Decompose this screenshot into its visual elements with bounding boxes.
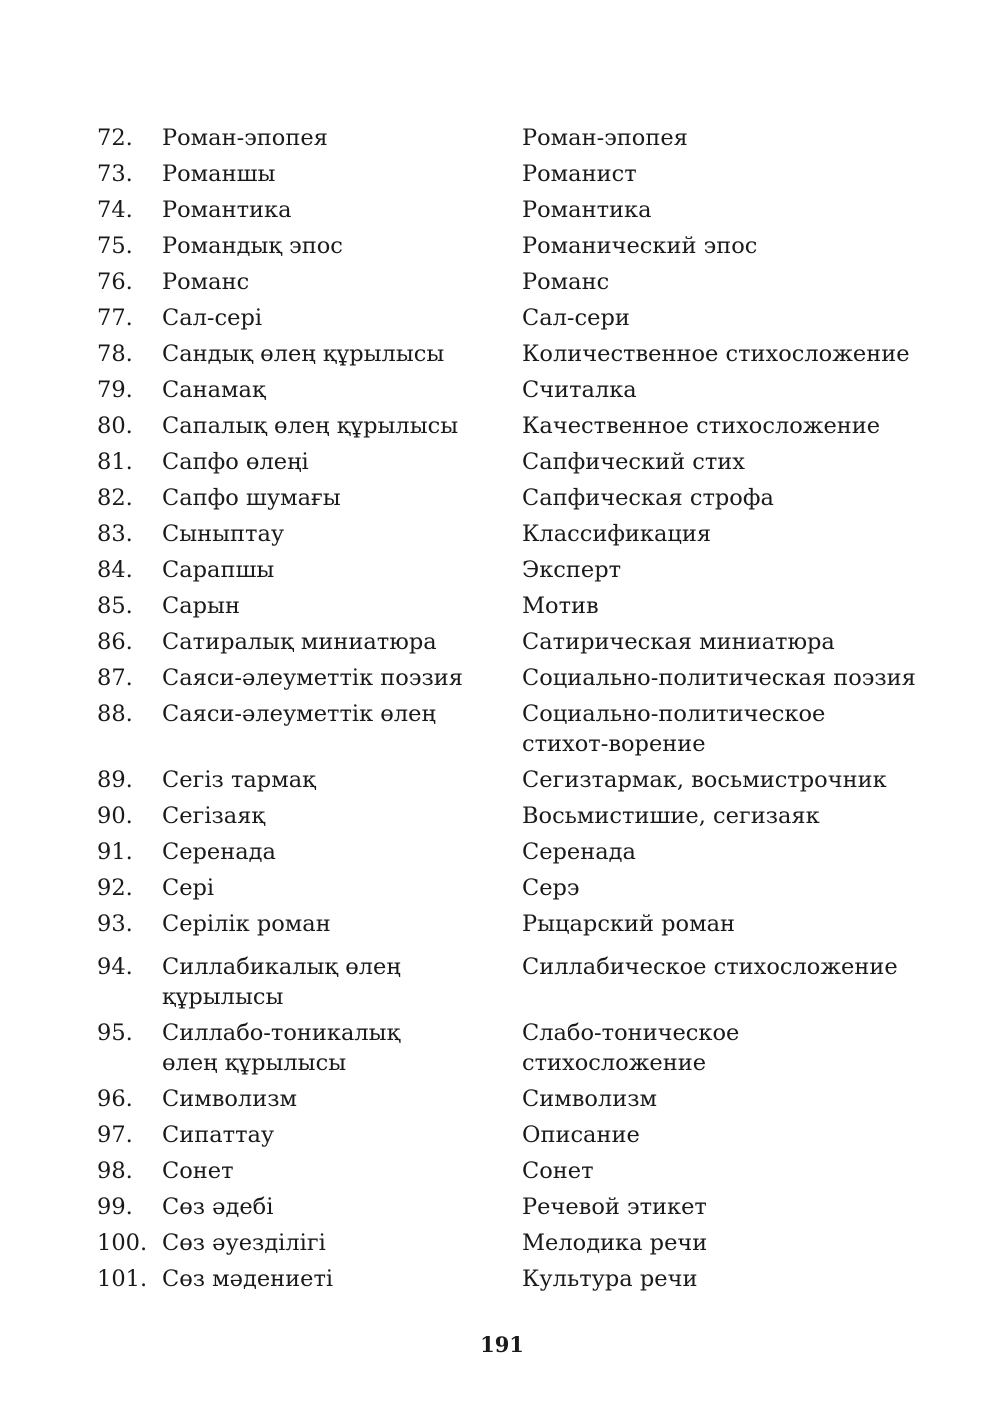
entry-russian-term: Речевой этикет [522,1194,707,1220]
entry-kazakh-term: Сегіз тармақ [162,767,316,793]
entry-russian-term: Силлабическое стихосложение [522,954,898,980]
entry-number: 93. [97,911,133,937]
entry-number: 99. [97,1194,133,1220]
entry-russian-term: Сапфическая строфа [522,485,774,511]
entry-number: 85. [97,593,133,619]
entry-russian-term: Роман-эпопея [522,125,688,151]
entry-russian-term: Описание [522,1122,640,1148]
entry-number: 80. [97,413,133,439]
entry-russian-term: Романический эпос [522,233,758,259]
entry-kazakh-term: Серенада [162,839,276,865]
entry-kazakh-term: Силлабо-тоникалық өлең құрылысы [162,1020,401,1076]
entry-kazakh-term: Санамақ [162,377,266,403]
glossary-entry [0,516,1004,552]
entry-kazakh-term: Романшы [162,161,276,187]
glossary-entry [0,798,1004,834]
entry-russian-term: Романтика [522,197,652,223]
entry-number: 94. [97,954,133,980]
entry-number: 81. [97,449,133,475]
entry-kazakh-term: Сатиралық миниатюра [162,629,437,655]
glossary-entry [0,372,1004,408]
entry-russian-term: Сатирическая миниатюра [522,629,835,655]
entry-kazakh-term: Сонет [162,1158,234,1184]
entry-number: 95. [97,1020,133,1046]
entry-russian-term: Сапфический стих [522,449,745,475]
entry-russian-term: Качественное стихосложение [522,413,881,439]
entry-number: 74. [97,197,133,223]
entry-number: 88. [97,701,133,727]
glossary-entry [0,552,1004,588]
entry-russian-term: Романист [522,161,637,187]
entry-russian-term: Серенада [522,839,636,865]
entry-kazakh-term: Серілік роман [162,911,331,937]
entry-russian-term: Слабо-тоническое стихосложение [522,1020,740,1076]
entry-kazakh-term: Сандық өлең құрылысы [162,341,445,367]
entry-russian-term: Классификация [522,521,712,547]
entry-number: 97. [97,1122,133,1148]
entry-russian-term: Символизм [522,1086,657,1112]
entry-russian-term: Мелодика речи [522,1230,708,1256]
entry-kazakh-term: Сегізаяқ [162,803,266,829]
glossary-entry [0,834,1004,870]
glossary-entry [0,156,1004,192]
glossary-list [0,120,1004,1297]
glossary-entry [0,942,1004,1015]
glossary-entry [0,480,1004,516]
entry-russian-term: Серэ [522,875,580,901]
glossary-entry [0,1153,1004,1189]
glossary-entry [0,906,1004,942]
entry-kazakh-term: Сарапшы [162,557,275,583]
entry-number: 75. [97,233,133,259]
glossary-entry [0,336,1004,372]
glossary-entry [0,120,1004,156]
entry-kazakh-term: Саяси-әлеуметтік өлең [162,701,436,727]
entry-kazakh-term: Сөз әуезділігі [162,1230,326,1256]
entry-russian-term: Восьмистишие, сегизаяк [522,803,820,829]
glossary-entry [0,588,1004,624]
entry-kazakh-term: Саяси-әлеуметтік поэзия [162,665,463,691]
entry-kazakh-term: Сөз әдебі [162,1194,274,1220]
entry-kazakh-term: Романдық эпос [162,233,343,259]
entry-number: 89. [97,767,133,793]
entry-kazakh-term: Сапфо шумағы [162,485,341,511]
entry-russian-term: Сал-сери [522,305,630,331]
entry-number: 79. [97,377,133,403]
entry-russian-term: Социально-политическая поэзия [522,665,916,691]
entry-russian-term: Социально-политическое стихот-ворение [522,701,826,757]
glossary-entry [0,624,1004,660]
entry-kazakh-term: Сапалық өлең құрылысы [162,413,459,439]
entry-number: 76. [97,269,133,295]
entry-number: 83. [97,521,133,547]
entry-russian-term: Романс [522,269,610,295]
entry-russian-term: Сонет [522,1158,594,1184]
entry-kazakh-term: Сыныптау [162,521,285,547]
glossary-entry [0,1261,1004,1297]
glossary-entry [0,1225,1004,1261]
entry-number: 92. [97,875,133,901]
entry-russian-term: Количественное стихосложение [522,341,910,367]
entry-russian-term: Рыцарский роман [522,911,736,937]
entry-number: 98. [97,1158,133,1184]
entry-russian-term: Эксперт [522,557,622,583]
glossary-entry [0,1189,1004,1225]
entry-kazakh-term: Силлабикалық өлең құрылысы [162,954,401,1010]
entry-kazakh-term: Сал-сері [162,305,263,331]
entry-number: 78. [97,341,133,367]
entry-kazakh-term: Сөз мәдениеті [162,1266,334,1292]
entry-number: 86. [97,629,133,655]
entry-russian-term: Культура речи [522,1266,698,1292]
entry-number: 100. [97,1230,148,1256]
glossary-entry [0,696,1004,762]
entry-kazakh-term: Сапфо өлеңі [162,449,309,475]
glossary-entry [0,1081,1004,1117]
glossary-entry [0,762,1004,798]
entry-kazakh-term: Романс [162,269,250,295]
glossary-entry [0,660,1004,696]
entry-kazakh-term: Сарын [162,593,240,619]
entry-number: 72. [97,125,133,151]
entry-number: 91. [97,839,133,865]
glossary-entry [0,300,1004,336]
entry-kazakh-term: Сері [162,875,215,901]
entry-kazakh-term: Сипаттау [162,1122,275,1148]
entry-kazakh-term: Символизм [162,1086,297,1112]
glossary-entry [0,1015,1004,1081]
entry-russian-term: Мотив [522,593,599,619]
entry-kazakh-term: Роман-эпопея [162,125,328,151]
glossary-entry [0,192,1004,228]
entry-number: 77. [97,305,133,331]
entry-russian-term: Сегизтармак, восьмистрочник [522,767,887,793]
entry-number: 90. [97,803,133,829]
entry-kazakh-term: Романтика [162,197,292,223]
glossary-entry [0,1117,1004,1153]
glossary-entry [0,870,1004,906]
glossary-entry [0,264,1004,300]
glossary-entry [0,444,1004,480]
glossary-entry [0,408,1004,444]
glossary-entry [0,228,1004,264]
entry-russian-term: Считалка [522,377,637,403]
entry-number: 96. [97,1086,133,1112]
entry-number: 73. [97,161,133,187]
entry-number: 82. [97,485,133,511]
entry-number: 84. [97,557,133,583]
entry-number: 87. [97,665,133,691]
entry-number: 101. [97,1266,148,1292]
page-number: 191 [480,1332,524,1357]
